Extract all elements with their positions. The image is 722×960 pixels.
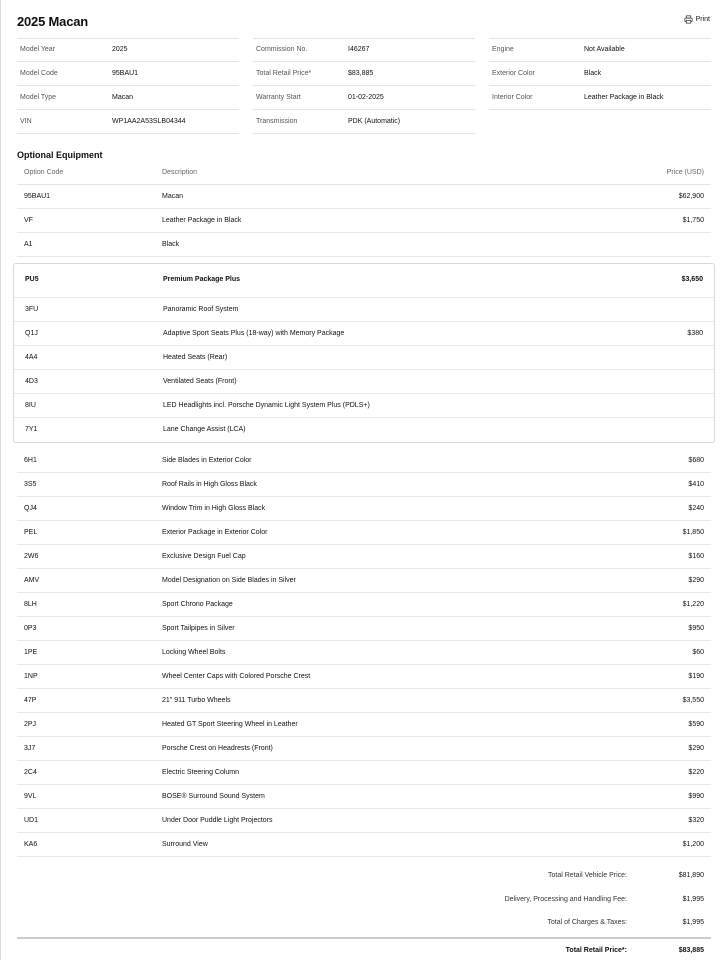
option-price: $1,200 bbox=[682, 841, 704, 848]
spec-value: PDK (Automatic) bbox=[348, 118, 401, 125]
column-header-price: Price (USD) bbox=[666, 169, 704, 176]
option-description: Sport Tailpipes in Silver bbox=[162, 625, 235, 632]
option-code: VF bbox=[24, 217, 33, 224]
option-code: 2C4 bbox=[24, 769, 37, 776]
option-description: Heated GT Sport Steering Wheel in Leather bbox=[162, 721, 298, 728]
option-price: $1,850 bbox=[682, 529, 704, 536]
option-code: 4D3 bbox=[25, 378, 38, 385]
option-code: AMV bbox=[24, 577, 40, 584]
spec-column-3 bbox=[489, 38, 711, 110]
spec-label: Commission No. bbox=[256, 46, 308, 53]
option-description: Roof Rails in High Gloss Black bbox=[162, 481, 257, 488]
total-value: $83,885 bbox=[678, 946, 704, 954]
spec-label: Engine bbox=[492, 46, 514, 53]
option-price: $410 bbox=[688, 481, 704, 488]
option-price: $320 bbox=[688, 817, 704, 824]
table-row bbox=[17, 473, 711, 497]
spec-label: Total Retail Price* bbox=[256, 70, 312, 77]
table-row bbox=[17, 545, 711, 569]
spec-value: 01-02-2025 bbox=[348, 94, 384, 101]
spec-value: $83,885 bbox=[348, 70, 374, 77]
spec-value: Macan bbox=[112, 94, 134, 101]
table-row bbox=[17, 449, 711, 473]
total-label: Total Retail Price*: bbox=[565, 946, 627, 954]
spec-column-1 bbox=[17, 38, 239, 134]
option-price: $62,900 bbox=[678, 193, 704, 200]
total-retail-vehicle-price-row bbox=[17, 864, 711, 888]
spec-column-2 bbox=[253, 38, 475, 134]
table-row bbox=[17, 569, 711, 593]
option-description: Wheel Center Caps with Colored Porsche Crest bbox=[162, 673, 311, 680]
spec-label: Exterior Color bbox=[492, 70, 535, 77]
option-description: Side Blades in Exterior Color bbox=[162, 457, 252, 464]
total-label: Total of Charges & Taxes: bbox=[547, 919, 627, 926]
option-price: $590 bbox=[688, 721, 704, 728]
table-row bbox=[14, 298, 714, 322]
option-code: 2PJ bbox=[24, 721, 37, 728]
option-code: 8LH bbox=[24, 601, 37, 608]
option-price: $290 bbox=[688, 745, 704, 752]
table-row bbox=[17, 665, 711, 689]
table-row bbox=[17, 761, 711, 785]
option-price: $3,550 bbox=[682, 697, 704, 704]
spec-value: 95BAU1 bbox=[112, 70, 139, 77]
spec-commission-no bbox=[253, 38, 475, 62]
option-code: 6H1 bbox=[24, 457, 37, 464]
table-row bbox=[17, 833, 711, 857]
spec-engine bbox=[489, 38, 711, 62]
table-body-bottom bbox=[17, 449, 711, 857]
option-description: Black bbox=[162, 241, 180, 248]
option-description: Adaptive Sport Seats Plus (18-way) with Memory Package bbox=[163, 330, 345, 337]
option-code: 1PE bbox=[24, 649, 38, 656]
table-row bbox=[14, 322, 714, 346]
option-code: A1 bbox=[24, 241, 33, 248]
table-body-top bbox=[17, 185, 711, 257]
spec-value: WP1AA2A53SLB04344 bbox=[112, 118, 186, 125]
spec-transmission bbox=[253, 110, 475, 134]
vehicle-specs bbox=[17, 38, 711, 134]
option-code: 2W6 bbox=[24, 553, 39, 560]
spec-label: Model Type bbox=[20, 94, 57, 101]
spec-value: 2025 bbox=[112, 46, 128, 53]
table-row bbox=[17, 185, 711, 209]
option-code: 3J7 bbox=[24, 745, 36, 752]
spec-vin bbox=[17, 110, 239, 134]
package-code: PU5 bbox=[25, 276, 39, 283]
table-row bbox=[14, 346, 714, 370]
optional-equipment-title: Optional Equipment bbox=[17, 150, 103, 160]
table-row bbox=[14, 394, 714, 418]
spec-value: Leather Package in Black bbox=[584, 94, 664, 101]
table-row bbox=[17, 689, 711, 713]
spec-model-code bbox=[17, 62, 239, 86]
printer-icon bbox=[684, 15, 693, 24]
option-price: $990 bbox=[688, 793, 704, 800]
option-code: KA6 bbox=[24, 841, 38, 848]
spec-warranty-start bbox=[253, 86, 475, 110]
option-description: Macan bbox=[162, 193, 184, 200]
spec-value: I46267 bbox=[348, 46, 370, 53]
spec-value: Black bbox=[584, 70, 602, 77]
spec-model-year bbox=[17, 38, 239, 62]
table-row bbox=[17, 209, 711, 233]
print-button[interactable] bbox=[684, 15, 710, 24]
package-group bbox=[13, 263, 715, 443]
option-description: Sport Chrono Package bbox=[162, 601, 233, 608]
option-code: 4A4 bbox=[25, 354, 38, 361]
table-row bbox=[17, 497, 711, 521]
total-value: $1,995 bbox=[682, 919, 704, 926]
option-price: $220 bbox=[688, 769, 704, 776]
option-description: Lane Change Assist (LCA) bbox=[163, 426, 246, 433]
option-price: $60 bbox=[692, 649, 704, 656]
option-code: 0P3 bbox=[24, 625, 37, 632]
option-code: 8IU bbox=[25, 402, 36, 409]
column-header-option-code: Option Code bbox=[24, 169, 64, 176]
table-header bbox=[17, 162, 711, 185]
option-description: Leather Package in Black bbox=[162, 217, 242, 224]
table-row bbox=[17, 521, 711, 545]
spec-label: VIN bbox=[20, 118, 32, 125]
option-description: LED Headlights incl. Porsche Dynamic Light System Plus (PDLS+) bbox=[163, 402, 370, 409]
total-label: Delivery, Processing and Handling Fee: bbox=[504, 895, 627, 903]
table-row bbox=[17, 641, 711, 665]
table-row bbox=[14, 418, 714, 442]
option-description: Ventilated Seats (Front) bbox=[163, 378, 237, 385]
option-price: $240 bbox=[688, 505, 704, 512]
optional-equipment-table bbox=[17, 162, 711, 857]
spec-label: Warranty Start bbox=[256, 94, 301, 101]
table-row bbox=[17, 785, 711, 809]
spec-label: Model Code bbox=[20, 70, 58, 77]
page-title: 2025 Macan bbox=[17, 14, 88, 29]
option-description: 21" 911 Turbo Wheels bbox=[162, 697, 231, 704]
spec-model-type bbox=[17, 86, 239, 110]
option-code: 3S5 bbox=[24, 481, 37, 488]
option-price: $680 bbox=[688, 457, 704, 464]
option-code: 3FU bbox=[25, 306, 39, 313]
spec-label: Transmission bbox=[256, 118, 298, 125]
print-label: Print bbox=[695, 16, 710, 23]
spec-exterior-color bbox=[489, 62, 711, 86]
spec-interior-color bbox=[489, 86, 711, 110]
table-row bbox=[17, 233, 711, 257]
price-totals bbox=[17, 864, 711, 960]
spec-label: Model Year bbox=[20, 46, 56, 53]
table-row bbox=[17, 809, 711, 833]
option-description: Exterior Package in Exterior Color bbox=[162, 529, 268, 536]
option-code: Q1J bbox=[25, 330, 38, 337]
option-price: $190 bbox=[688, 673, 704, 680]
option-code: 1NP bbox=[24, 673, 38, 680]
option-description: Panoramic Roof System bbox=[163, 306, 239, 313]
option-price: $1,220 bbox=[682, 601, 704, 608]
option-description: BOSE® Surround Sound System bbox=[162, 793, 265, 800]
total-retail-price-row bbox=[17, 937, 711, 960]
option-price: $380 bbox=[687, 330, 703, 337]
option-description: Heated Seats (Rear) bbox=[163, 354, 228, 361]
option-description: Porsche Crest on Headrests (Front) bbox=[162, 745, 273, 752]
option-price: $1,750 bbox=[682, 217, 704, 224]
option-description: Window Trim in High Gloss Black bbox=[162, 505, 266, 512]
option-price: $290 bbox=[688, 577, 704, 584]
package-price: $3,650 bbox=[681, 276, 703, 283]
option-code: 9VL bbox=[24, 793, 37, 800]
table-row bbox=[17, 737, 711, 761]
spec-label: Interior Color bbox=[492, 94, 533, 101]
total-label: Total Retail Vehicle Price: bbox=[548, 872, 627, 879]
option-code: 47P bbox=[24, 697, 37, 704]
delivery-fee-row bbox=[17, 888, 711, 912]
option-description: Exclusive Design Fuel Cap bbox=[162, 553, 246, 560]
option-price: $160 bbox=[688, 553, 704, 560]
option-description: Locking Wheel Bolts bbox=[162, 649, 226, 656]
option-price: $950 bbox=[688, 625, 704, 632]
option-description: Under Door Puddle Light Projectors bbox=[162, 817, 273, 824]
table-row bbox=[17, 713, 711, 737]
option-code: 7Y1 bbox=[25, 426, 38, 433]
option-code: 95BAU1 bbox=[24, 193, 51, 200]
package-description: Premium Package Plus bbox=[163, 276, 241, 283]
spec-value: Not Available bbox=[584, 46, 625, 53]
option-description: Model Designation on Side Blades in Silver bbox=[162, 577, 296, 584]
package-header-row bbox=[14, 264, 714, 298]
option-description: Surround View bbox=[162, 841, 208, 848]
option-code: QJ4 bbox=[24, 505, 37, 512]
table-row bbox=[17, 593, 711, 617]
charges-taxes-row bbox=[17, 911, 711, 935]
table-row bbox=[17, 617, 711, 641]
total-value: $1,995 bbox=[682, 895, 704, 903]
spec-total-retail-price bbox=[253, 62, 475, 86]
column-header-description: Description bbox=[162, 169, 198, 176]
option-code: UD1 bbox=[24, 817, 39, 824]
table-row bbox=[14, 370, 714, 394]
total-value: $81,890 bbox=[678, 872, 704, 879]
option-description: Electric Steering Column bbox=[162, 769, 240, 776]
option-code: PEL bbox=[24, 529, 38, 536]
